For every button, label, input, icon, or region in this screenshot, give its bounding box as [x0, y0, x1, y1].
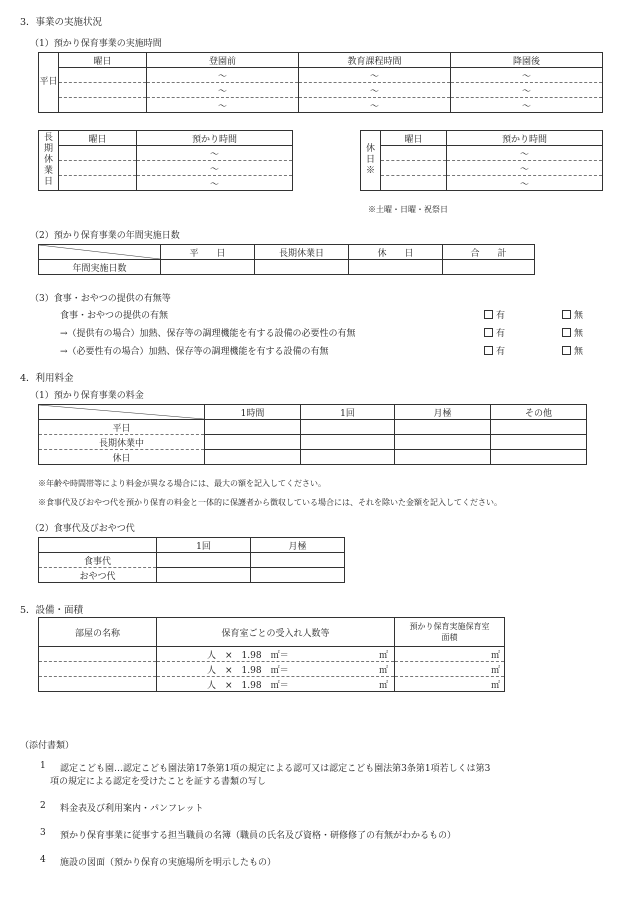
time-cell[interactable]: ～	[147, 98, 299, 113]
attachment-number: 1	[40, 761, 46, 771]
col-header-hours: 預かり時間	[447, 131, 603, 146]
long-break-hours-table	[38, 130, 293, 191]
fee-table	[38, 404, 587, 465]
attachment-item-1-line2: 項の規定による認定を受けたことを証する書類の写し	[50, 777, 267, 787]
no-label: 無	[574, 329, 584, 339]
area-cell[interactable]: ㎡	[395, 662, 505, 677]
fee-cell[interactable]	[301, 450, 395, 465]
weekday-side-label: 平日	[39, 53, 59, 113]
day-cell[interactable]	[59, 161, 137, 176]
col-header-monthly: 月極	[251, 538, 345, 553]
col-header-1-time: 1回	[301, 405, 395, 420]
checkbox-icon	[484, 346, 493, 355]
col-header-day: 曜日	[59, 131, 137, 146]
fee-cell[interactable]	[301, 420, 395, 435]
meal-fee-table	[38, 537, 345, 583]
fee-note-1: ※年齢や時間帯等により料金が異なる場合には、最大の額を記入してください。	[38, 479, 326, 488]
row-label-holiday: 休日	[39, 450, 205, 465]
diagonal-header-cell	[39, 245, 161, 260]
room-name-cell[interactable]	[39, 662, 157, 677]
time-cell[interactable]: ～	[137, 176, 293, 191]
row-label-long-break: 長期休業中	[39, 435, 205, 450]
checkbox-no[interactable]	[562, 308, 583, 321]
capacity-cell[interactable]: 人 × 1.98 ㎡＝ ㎡	[157, 647, 395, 662]
fee-cell[interactable]	[205, 420, 301, 435]
area-cell[interactable]: ㎡	[395, 677, 505, 692]
weekday-hours-table	[38, 52, 603, 113]
col-header-during: 教育課程時間	[299, 53, 451, 68]
fee-cell[interactable]	[491, 420, 587, 435]
subsection-3-2-title: （2）預かり保育事業の年間実施日数	[30, 231, 180, 241]
time-cell[interactable]: ～	[447, 146, 603, 161]
col-header-day: 曜日	[59, 53, 147, 68]
fee-cell[interactable]	[395, 435, 491, 450]
time-cell[interactable]: ～	[137, 161, 293, 176]
yes-label: 有	[496, 311, 506, 321]
day-cell[interactable]	[59, 68, 147, 83]
fee-cell[interactable]	[157, 568, 251, 583]
diagonal-header-cell	[39, 405, 205, 420]
no-label: 無	[574, 311, 584, 321]
days-cell[interactable]	[443, 260, 535, 275]
fee-cell[interactable]	[251, 553, 345, 568]
col-header-holiday: 休 日	[349, 245, 443, 260]
fee-note-2: ※食事代及びおやつ代を預かり保育の料金と一体的に保護者から徴収している場合には、それを除いた金額を記入してください。	[38, 498, 502, 507]
col-header-total: 合 計	[443, 245, 535, 260]
time-cell[interactable]: ～	[451, 83, 603, 98]
day-cell[interactable]	[59, 176, 137, 191]
room-name-cell[interactable]	[39, 647, 157, 662]
fee-cell[interactable]	[491, 435, 587, 450]
section-3-title: 3．事業の実施状況	[20, 17, 103, 28]
yes-label: 有	[496, 347, 506, 357]
capacity-cell[interactable]: 人 × 1.98 ㎡＝ ㎡	[157, 677, 395, 692]
fee-cell[interactable]	[205, 450, 301, 465]
holiday-note: ※土曜・日曜・祝祭日	[368, 205, 448, 214]
section-4-title: 4．利用料金	[20, 373, 74, 384]
row-label-annual-days: 年間実施日数	[39, 260, 161, 275]
time-cell[interactable]: ～	[451, 98, 603, 113]
holiday-side-label: 休日※	[361, 131, 381, 191]
fee-cell[interactable]	[301, 435, 395, 450]
question-cooking-equipment: →（必要性有の場合）加熱、保存等の調理機能を有する設備の有無	[60, 347, 329, 357]
row-label-meal: 食事代	[39, 553, 157, 568]
annual-days-table	[38, 244, 535, 275]
day-cell[interactable]	[381, 161, 447, 176]
question-cooking-need: →（提供有の場合）加熱、保存等の調理機能を有する設備の必要性の有無	[60, 329, 356, 339]
checkbox-yes[interactable]	[484, 326, 505, 339]
day-cell[interactable]	[381, 176, 447, 191]
attachment-item-1-line1: 認定こども園…認定こども園法第17条第1項の規定による認可又は認定こども園法第3条第1項若しくは第3	[60, 764, 491, 774]
col-header-area: 預かり保育実施保育室面積	[395, 618, 505, 647]
subsection-3-1-title: （1）預かり保育事業の実施時間	[30, 39, 162, 49]
time-cell[interactable]: ～	[451, 68, 603, 83]
checkbox-icon	[562, 328, 571, 337]
attachment-item-4: 施設の図面（預かり保育の実施場所を明示したもの）	[60, 858, 277, 868]
day-cell[interactable]	[59, 83, 147, 98]
section-5-title: 5．設備・面積	[20, 605, 84, 616]
time-cell[interactable]: ～	[147, 83, 299, 98]
col-header-after: 降園後	[451, 53, 603, 68]
time-cell[interactable]: ～	[299, 68, 451, 83]
checkbox-icon	[562, 346, 571, 355]
col-header-monthly: 月極	[395, 405, 491, 420]
room-name-cell[interactable]	[39, 677, 157, 692]
col-header-room-name: 部屋の名称	[39, 618, 157, 647]
col-header-other: その他	[491, 405, 587, 420]
long-break-side-label: 長期休業日	[39, 131, 59, 191]
days-cell[interactable]	[349, 260, 443, 275]
corner-cell	[39, 538, 157, 553]
col-header-1-hour: 1時間	[205, 405, 301, 420]
day-cell[interactable]	[59, 146, 137, 161]
area-cell[interactable]: ㎡	[395, 647, 505, 662]
time-cell[interactable]: ～	[299, 83, 451, 98]
fee-cell[interactable]	[395, 420, 491, 435]
time-cell[interactable]: ～	[447, 176, 603, 191]
attachment-number: 2	[40, 801, 46, 811]
question-meal-provided: 食事・おやつの提供の有無	[60, 311, 169, 321]
col-header-before: 登園前	[147, 53, 299, 68]
checkbox-icon	[484, 310, 493, 319]
row-label-snack: おやつ代	[39, 568, 157, 583]
holiday-hours-table	[360, 130, 603, 191]
day-cell[interactable]	[381, 146, 447, 161]
subsection-3-3-title: （3）食事・おやつの提供の有無等	[30, 294, 171, 304]
attachment-number: 4	[40, 855, 46, 865]
checkbox-yes[interactable]	[484, 308, 505, 321]
col-header-capacity: 保育室ごとの受入れ人数等	[157, 618, 395, 647]
attachment-item-2: 料金表及び利用案内・パンフレット	[60, 804, 204, 814]
capacity-cell[interactable]: 人 × 1.98 ㎡＝ ㎡	[157, 662, 395, 677]
fee-cell[interactable]	[491, 450, 587, 465]
days-cell[interactable]	[255, 260, 349, 275]
attachment-item-3: 預かり保育事業に従事する担当職員の名簿（職員の氏名及び資格・研修修了の有無がわかるもの）	[60, 831, 457, 841]
subsection-4-2-title: （2）食事代及びおやつ代	[30, 524, 135, 534]
fee-cell[interactable]	[395, 450, 491, 465]
checkbox-yes[interactable]	[484, 344, 505, 357]
checkbox-no[interactable]	[562, 326, 583, 339]
checkbox-no[interactable]	[562, 344, 583, 357]
time-cell[interactable]: ～	[299, 98, 451, 113]
checkbox-icon	[562, 310, 571, 319]
days-cell[interactable]	[161, 260, 255, 275]
subsection-4-1-title: （1）預かり保育事業の料金	[30, 391, 144, 401]
attachment-number: 3	[40, 828, 46, 838]
checkbox-icon	[484, 328, 493, 337]
col-header-1-time: 1回	[157, 538, 251, 553]
col-header-weekday: 平 日	[161, 245, 255, 260]
col-header-day: 曜日	[381, 131, 447, 146]
fee-cell[interactable]	[251, 568, 345, 583]
col-header-long-break: 長期休業日	[255, 245, 349, 260]
facility-area-table	[38, 617, 505, 692]
fee-cell[interactable]	[205, 435, 301, 450]
col-header-hours: 預かり時間	[137, 131, 293, 146]
yes-label: 有	[496, 329, 506, 339]
fee-cell[interactable]	[157, 553, 251, 568]
attachments-title: （添付書類）	[20, 741, 75, 751]
time-cell[interactable]: ～	[137, 146, 293, 161]
time-cell[interactable]: ～	[147, 68, 299, 83]
no-label: 無	[574, 347, 584, 357]
time-cell[interactable]: ～	[447, 161, 603, 176]
row-label-weekday: 平日	[39, 420, 205, 435]
day-cell[interactable]	[59, 98, 147, 113]
